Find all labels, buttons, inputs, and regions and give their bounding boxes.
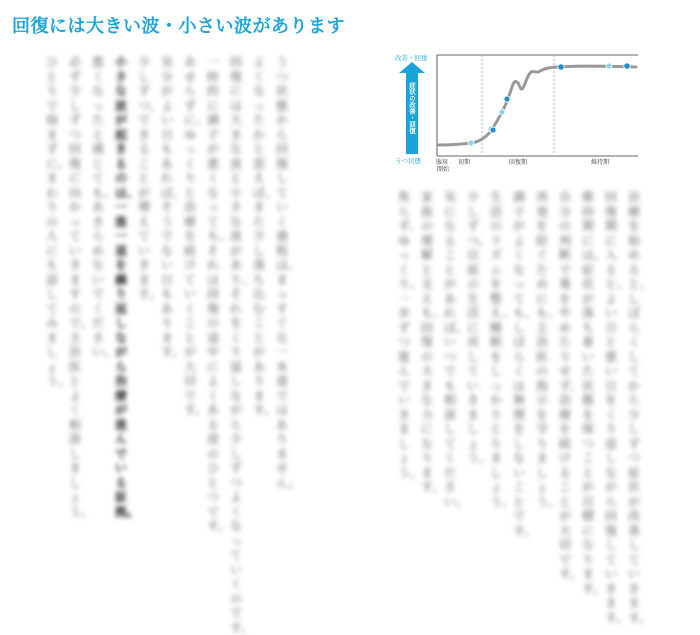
- text-column: 回復には大きな波と小さな波があり、それをくり返しながら少しずつよくなっていくのです。: [230, 55, 255, 635]
- improvement-arrow-head-icon: [399, 62, 425, 73]
- phase-label-start: [436, 158, 450, 173]
- text-column: 悪くなったと感じても、あきらめないでください。: [92, 55, 117, 359]
- body-text-right: [390, 190, 653, 625]
- text-column: 回復期に入ると、よい日と悪い日をくり返しながら回復していきます。: [605, 190, 630, 625]
- text-column: 必ず少しずつ回復に向かっていきますので、主治医とよく相談しましょう。: [69, 55, 94, 519]
- text-column: 少しずつ、以前の生活に戻していきましょう。: [467, 190, 492, 465]
- recovery-point: [504, 96, 510, 102]
- text-column: 気になることがあれば、いつでも相談してください。: [444, 190, 469, 509]
- phase-label-recovery: 回復期: [508, 159, 528, 166]
- text-column: あせらずに、ゆっくりと治療を続けていくことが大切です。: [184, 55, 209, 417]
- text-column: 治療を始めると、しばらくしてから少しずつ症状が改善していきます。: [628, 190, 653, 625]
- recovery-point: [624, 63, 630, 69]
- text-column: 焦らず、ゆっくり、一歩ずつ進んでいきましょう。: [398, 190, 423, 480]
- recovery-point: [606, 63, 612, 69]
- emphasis-text-column: 小さな波が起きるのは、一進一退を繰り返しながら治療が進んでいる証拠。: [115, 55, 140, 519]
- recovery-point: [499, 109, 505, 115]
- recovery-point: [558, 64, 564, 70]
- axis-top-label: 改善・回復: [395, 54, 428, 62]
- recovery-point: [490, 127, 496, 133]
- recovery-point: [468, 140, 474, 146]
- text-column: 少しずつ、できることが増えていきます。: [138, 55, 162, 301]
- text-column: 一時的に調子が悪くなっても、それは回復の途中によくある波のひとつです。: [207, 55, 232, 533]
- text-column: 気分がよい日もあれば、そうでない日もあります。: [161, 55, 186, 359]
- recovery-diagram: [393, 50, 643, 175]
- arrow-label: 症状の改善・回復: [408, 82, 416, 134]
- text-column: 維持期には、症状が落ち着いた状態を保つことが目標になります。: [582, 190, 607, 596]
- text-column: よくなったかと思えば、また少し落ち込むことがあります。: [253, 55, 278, 417]
- phase-label-maintenance: 維持期: [590, 159, 610, 166]
- text-column: 調子がよくなっても、しばらくは無理をしないことです。: [513, 190, 538, 538]
- text-column: 自分の判断で薬をやめたりせず、治療を続けることが大切です。: [559, 190, 583, 581]
- body-text-left: [40, 55, 301, 635]
- text-column: 生活のリズムを整え、睡眠をしっかりとりましょう。: [490, 190, 515, 509]
- text-column: 再発を防ぐためにも、主治医の指示を守りましょう。: [536, 190, 561, 509]
- text-column: ひとりで悩まずに、まわりの人にも話してみましょう。: [46, 55, 71, 388]
- phase-label-start-line: 開始: [436, 166, 450, 173]
- axis-bottom-label: うつ状態: [395, 157, 421, 165]
- recovery-curve: [439, 66, 636, 145]
- phase-label-start-line: 服用: [436, 159, 449, 166]
- phase-label-early: 初期: [457, 159, 471, 166]
- recovery-diagram-svg: [393, 50, 643, 175]
- page-title: 回復には大きい波・小さい波があります: [12, 16, 345, 37]
- text-column: 家族の理解と支えも、回復の大きな力になります。: [421, 190, 446, 494]
- text-column: うつ状態から回復していく過程は、まっすぐな一本道ではありません。: [276, 55, 301, 490]
